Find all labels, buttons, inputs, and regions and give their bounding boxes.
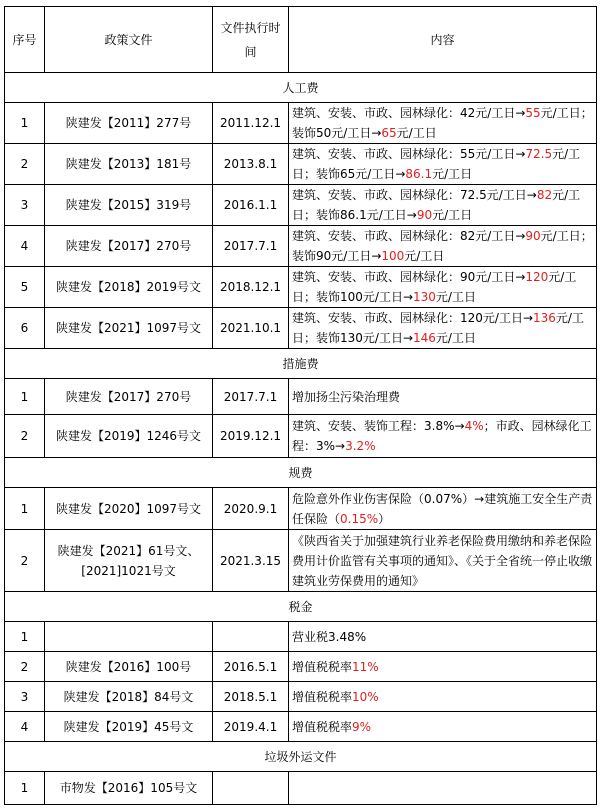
section-row: [5, 349, 597, 379]
cell-exec-time: 2020.9.1: [213, 488, 289, 530]
new-value: 11%: [352, 659, 379, 674]
policy-table: [4, 6, 597, 805]
cell-seq: 1: [5, 103, 45, 144]
content-text: 营业税3.48%: [292, 629, 367, 644]
cell-policy-doc: 陕建发【2021】1097号文: [45, 308, 213, 349]
new-value: 72.5: [525, 147, 553, 161]
table-header-row: [5, 7, 597, 73]
content-text: 建筑、安装、市政、园林绿化：42元/工日: [292, 106, 516, 120]
cell-content: [289, 652, 597, 682]
new-value: 82: [536, 188, 553, 202]
new-value: 90: [525, 229, 541, 243]
cell-policy-doc: [45, 622, 213, 652]
table-row: [5, 652, 597, 682]
new-value: 120: [525, 270, 549, 284]
content-text: 元/工日；装饰86.1元/工日: [292, 188, 581, 222]
content-text: 建筑、安装、装饰工程：3.8%: [292, 419, 455, 433]
cell-exec-time: 2013.8.1: [213, 144, 289, 185]
content-text: 增加扬尘污染治理费: [292, 389, 401, 404]
cell-seq: 6: [5, 308, 45, 349]
cell-seq: 2: [5, 144, 45, 185]
cell-policy-doc: 陕建发【2019】45号文: [45, 712, 213, 742]
cell-policy-doc: 陕建发【2015】319号: [45, 185, 213, 226]
section-title: 措施费: [5, 349, 597, 379]
cell-seq: 2: [5, 652, 45, 682]
cell-exec-time: 2016.5.1: [213, 652, 289, 682]
arrow-icon: →: [474, 491, 485, 506]
cell-content: [289, 185, 597, 226]
cell-seq: 3: [5, 185, 45, 226]
new-value: 55: [525, 106, 541, 120]
table-row: [5, 682, 597, 712]
cell-seq: 1: [5, 622, 45, 652]
header-doc: 政策文件: [45, 7, 213, 73]
new-value: 9%: [352, 719, 372, 734]
cell-seq: 3: [5, 682, 45, 712]
cell-content: [289, 415, 597, 458]
table-row: [5, 226, 597, 267]
section-row: [5, 458, 597, 488]
cell-policy-doc: 陕建发【2020】1097号文: [45, 488, 213, 530]
content-text: 《陕西省关于加强建筑行业养老保险费用缴纳和养老保险费用计价监管有关事项的通知》、《关于全省统一停止收缴建筑业劳保费用的通知》: [292, 533, 593, 588]
cell-content: [289, 226, 597, 267]
content-text: 元/工日: [432, 167, 473, 181]
cell-seq: 4: [5, 226, 45, 267]
content-text: 元/工日: [435, 290, 476, 304]
cell-seq: 1: [5, 772, 45, 805]
table-row: [5, 772, 597, 805]
cell-seq: 1: [5, 488, 45, 530]
arrow-icon: →: [522, 311, 534, 325]
cell-exec-time: [213, 772, 289, 805]
content-text: ；市政、园林绿化工程：3%: [292, 419, 592, 453]
content-text: 增值税税率: [292, 719, 353, 734]
cell-seq: 2: [5, 415, 45, 458]
content-text: 建筑、安装、市政、园林绿化：82元/工日: [292, 229, 516, 243]
table-row: [5, 103, 597, 144]
new-value: 146: [413, 331, 436, 345]
content-text: 建筑、安装、市政、园林绿化：90元/工日: [292, 270, 516, 284]
new-value: 10%: [352, 689, 379, 704]
arrow-icon: →: [395, 167, 406, 181]
cell-exec-time: 2017.7.1: [213, 226, 289, 267]
content-text: 增值税税率: [292, 689, 353, 704]
cell-policy-doc: 陕建发【2016】100号: [45, 652, 213, 682]
cell-content: [289, 103, 597, 144]
table-row: [5, 308, 597, 349]
arrow-icon: →: [515, 229, 526, 243]
cell-exec-time: 2021.3.15: [213, 530, 289, 592]
arrow-icon: →: [371, 249, 382, 263]
table-row: [5, 267, 597, 308]
new-value: 0.15%: [340, 511, 379, 526]
header-content: 内容: [289, 7, 597, 73]
content-text: 元/工日；装饰130元/工日: [292, 311, 584, 345]
section-title: 规费: [5, 458, 597, 488]
content-text: 增值税税率: [292, 659, 353, 674]
cell-content: [289, 530, 597, 592]
new-value: 136: [533, 311, 556, 325]
content-text: 元/工日: [396, 126, 437, 140]
cell-content: [289, 712, 597, 742]
content-text: 元/工日: [404, 249, 445, 263]
cell-exec-time: [213, 622, 289, 652]
table-row: [5, 488, 597, 530]
arrow-icon: →: [454, 419, 465, 433]
cell-content: [289, 682, 597, 712]
cell-content: [289, 144, 597, 185]
policy-table-body: [5, 7, 597, 805]
cell-policy-doc: 陕建发【2018】2019号文: [45, 267, 213, 308]
content-text: 元/工日: [432, 208, 473, 222]
arrow-icon: →: [402, 331, 414, 345]
header-seq: 序号: [5, 7, 45, 73]
cell-seq: 2: [5, 530, 45, 592]
cell-exec-time: 2016.1.1: [213, 185, 289, 226]
policy-document: [4, 6, 597, 805]
section-title: 人工费: [5, 73, 597, 103]
content-text: 建筑施工安全生产责任保险（: [292, 491, 593, 526]
cell-exec-time: 2018.5.1: [213, 682, 289, 712]
header-time: 文件执行时间: [213, 7, 289, 73]
cell-seq: 5: [5, 267, 45, 308]
cell-policy-doc: 陕建发【2017】270号: [45, 226, 213, 267]
table-row: [5, 530, 597, 592]
cell-content: [289, 379, 597, 415]
new-value: 90: [416, 208, 433, 222]
section-title: 税金: [5, 592, 597, 622]
cell-content: [289, 267, 597, 308]
table-row: [5, 622, 597, 652]
section-row: [5, 73, 597, 103]
new-value: 86.1: [405, 167, 433, 181]
arrow-icon: →: [371, 126, 382, 140]
content-text: 元/工日: [435, 331, 476, 345]
arrow-icon: →: [406, 208, 417, 222]
new-value: 65: [381, 126, 397, 140]
cell-content: [289, 772, 597, 805]
cell-seq: 1: [5, 379, 45, 415]
table-row: [5, 712, 597, 742]
table-row: [5, 185, 597, 226]
table-row: [5, 144, 597, 185]
cell-content: [289, 308, 597, 349]
cell-exec-time: 2017.7.1: [213, 379, 289, 415]
table-row: [5, 379, 597, 415]
arrow-icon: →: [335, 439, 346, 453]
cell-policy-doc: 陕建发【2018】84号文: [45, 682, 213, 712]
cell-content: [289, 622, 597, 652]
cell-policy-doc: 陕建发【2013】181号: [45, 144, 213, 185]
cell-seq: 4: [5, 712, 45, 742]
content-text: 元/工日；装饰90元/工日: [292, 229, 593, 263]
content-text: 元/工日；装饰65元/工日: [292, 147, 581, 181]
content-text: 建筑、安装、市政、园林绿化：72.5元/工日: [292, 188, 527, 202]
arrow-icon: →: [515, 270, 526, 284]
arrow-icon: →: [402, 290, 414, 304]
content-text: 建筑、安装、市政、园林绿化：55元/工日: [292, 147, 516, 161]
arrow-icon: →: [515, 106, 526, 120]
section-row: [5, 742, 597, 772]
new-value: 100: [381, 249, 405, 263]
new-value: 4%: [464, 419, 484, 433]
new-value: 3.2%: [345, 439, 376, 453]
cell-exec-time: 2021.10.1: [213, 308, 289, 349]
cell-exec-time: 2019.4.1: [213, 712, 289, 742]
cell-exec-time: 2011.12.1: [213, 103, 289, 144]
cell-policy-doc: 陕建发【2019】1246号文: [45, 415, 213, 458]
table-row: [5, 415, 597, 458]
cell-policy-doc: 陕建发【2021】61号文、[2021]1021号文: [45, 530, 213, 592]
cell-exec-time: 2019.12.1: [213, 415, 289, 458]
content-text: 危险意外作业伤害保险（0.07%）: [292, 491, 475, 506]
arrow-icon: →: [526, 188, 537, 202]
section-title: 垃圾外运文件: [5, 742, 597, 772]
arrow-icon: →: [515, 147, 526, 161]
content-text: 元/工日；装饰50元/工日: [292, 106, 593, 140]
cell-exec-time: 2018.12.1: [213, 267, 289, 308]
cell-content: [289, 488, 597, 530]
content-text: 建筑、安装、市政、园林绿化：120元/工日: [292, 311, 523, 325]
cell-policy-doc: 市物发【2016】105号文: [45, 772, 213, 805]
content-text: 元/工日；装饰100元/工日: [292, 270, 577, 304]
content-text: ）: [378, 511, 391, 526]
section-row: [5, 592, 597, 622]
new-value: 130: [413, 290, 436, 304]
cell-policy-doc: 陕建发【2011】277号: [45, 103, 213, 144]
cell-policy-doc: 陕建发【2017】270号: [45, 379, 213, 415]
